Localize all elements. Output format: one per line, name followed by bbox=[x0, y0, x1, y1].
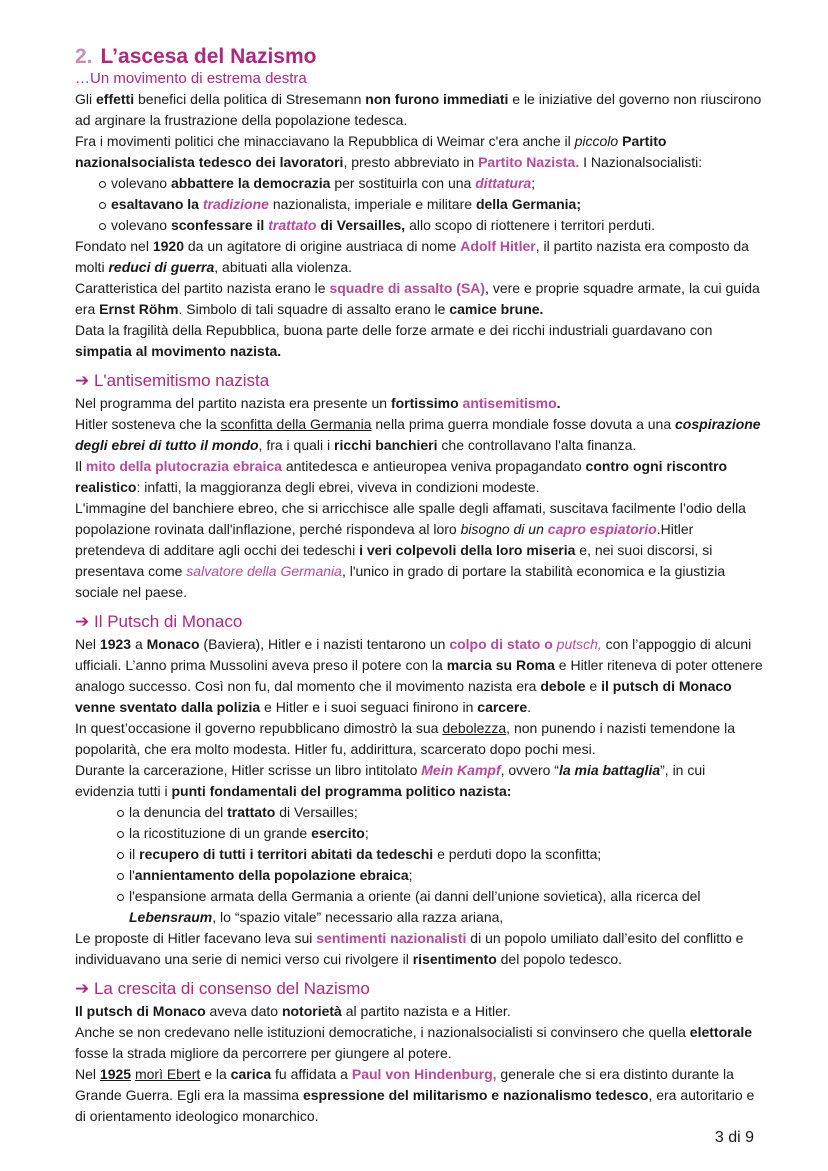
list-item: la ricostituzione di un grande esercito; bbox=[117, 823, 765, 844]
paragraph: Nel 1925 morì Ebert e la carica fu affidata a Paul von Hindenburg, generale che si era distinto durante la Grande Guerra. Egli era la massima espressione del militarismo e nazionalismo tedesco, era autoritario e di orientamento ideologico monarchico. bbox=[75, 1066, 755, 1124]
list-item: volevano abbattere la democrazia per sostituirla con una dittatura; bbox=[99, 173, 765, 194]
paragraph: Fra i movimenti politici che minacciavano la Repubblica di Weimar c'era anche il piccolo Partito nazionalsocialista tedesco dei lavoratori, presto abbreviato in Partito Nazista. I Nazionalsocialisti: bbox=[75, 133, 703, 170]
paragraph: In quest’occasione il governo repubblicano dimostrò la sua debolezza, non punendo i nazisti temendone la popolarità, che era molto modesta. Hitler fu, addirittura, scarcerato dopo pochi mesi. bbox=[75, 720, 736, 757]
section-heading-antisemitismo: ➔ L'antisemitismo nazista bbox=[75, 371, 270, 390]
list-item: esaltavano la tradizione nazionalista, imperiale e militare della Germania; bbox=[99, 194, 765, 215]
list-item: l'espansione armata della Germania a oriente (ai danni dell’unione sovietica), alla ricerca del Lebensraum, lo “spazio vitale” necessario alla razza ariana, bbox=[117, 886, 765, 928]
paragraph: Gli effetti benefici della politica di Stresemann non furono immediati e le iniziative del governo non riuscirono ad arginare la frustrazione della popolazione tedesca. bbox=[75, 91, 762, 128]
chapter-subtitle: …Un movimento di estrema destra bbox=[75, 70, 307, 87]
paragraph: Durante la carcerazione, Hitler scrisse un libro intitolato Mein Kampf, ovvero “la mia battaglia”, in cui evidenzia tutti i punti fondamentali del programma politico nazista: bbox=[75, 762, 706, 799]
section-heading-putsch: ➔ Il Putsch di Monaco bbox=[75, 612, 243, 631]
list-item: volevano sconfessare il trattato di Versailles, allo scopo di riottenere i territori perduti. bbox=[99, 215, 765, 236]
chapter-number: 2. bbox=[75, 45, 93, 68]
chapter-title-text: L’ascesa del Nazismo bbox=[100, 45, 317, 68]
paragraph: Fondato nel 1920 da un agitatore di origine austriaca di nome Adolf Hitler, il partito nazista era composto da molti reduci di guerra, abituati alla violenza. bbox=[75, 238, 749, 275]
paragraph: Nel 1923 a Monaco (Baviera), Hitler e i nazisti tentarono un colpo di stato o putsch, con l’appoggio di alcuni ufficiali. L’anno prima Mussolini aveva preso il potere con la marcia su Roma e Hitler riteneva di poter ottenere analogo successo. Così non fu, dal momento che il movimento nazista era debole e il putsch di Monaco venne sventato dalla polizia e Hitler e i suoi seguaci finirono in carcere. bbox=[75, 636, 763, 715]
paragraph: Il putsch di Monaco aveva dato notorietà al partito nazista e a Hitler. bbox=[75, 1003, 511, 1019]
paragraph: Le proposte di Hitler facevano leva sui sentimenti nazionalisti di un popolo umiliato dall’esito del conflitto e individuavano una serie di nemici verso cui rivolgere il risentimento del popolo tedesco. bbox=[75, 930, 744, 967]
paragraph: Caratteristica del partito nazista erano le squadre di assalto (SA), vere e proprie squadre armate, la cui guida era Ernst Röhm. Simbolo di tali squadre di assalto erano le camice brune. bbox=[75, 280, 760, 317]
bullet-list bbox=[75, 173, 765, 236]
page-number: 3 di 9 bbox=[714, 1129, 754, 1146]
paragraph: L'immagine del banchiere ebreo, che si arricchisce alle spalle degli affamati, suscitava facilmente l’odio della popolazione rovinata dall'inflazione, perché rispondeva al loro bisogno di un capro espiatorio.Hitler pretendeva di additare agli occhi dei tedeschi i veri colpevoli della loro miseria e, nei suoi discorsi, si presentava come salvatore della Germania, l'unico in grado di portare la stabilità economica e la giustizia sociale nel paese. bbox=[75, 500, 746, 600]
list-item: l'annientamento della popolazione ebraica; bbox=[117, 865, 765, 886]
chapter-title bbox=[75, 44, 765, 70]
list-item: la denuncia del trattato di Versailles; bbox=[117, 802, 765, 823]
bullet-list bbox=[75, 802, 765, 928]
paragraph: Nel programma del partito nazista era presente un fortissimo antisemitismo. bbox=[75, 395, 561, 411]
paragraph: Anche se non credevano nelle istituzioni democratiche, i nazionalsocialisti si convinsero che quella elettorale fosse la strada migliore da percorrere per giungere al potere. bbox=[75, 1024, 753, 1061]
document-page bbox=[75, 44, 765, 1127]
section-heading-consenso: ➔ La crescita di consenso del Nazismo bbox=[75, 979, 370, 998]
list-item: il recupero di tutti i territori abitati da tedeschi e perduti dopo la sconfitta; bbox=[117, 844, 765, 865]
paragraph: Il mito della plutocrazia ebraica antitedesca e antieuropea veniva propagandato contro ogni riscontro realistico: infatti, la maggioranza degli ebrei, viveva in condizioni modeste. bbox=[75, 458, 728, 495]
paragraph: Data la fragilità della Repubblica, buona parte delle forze armate e dei ricchi industriali guardavano con simpatia al movimento nazista. bbox=[75, 322, 713, 359]
paragraph: Hitler sosteneva che la sconfitta della Germania nella prima guerra mondiale fosse dovuta a una cospirazione degli ebrei di tutto il mondo, fra i quali i ricchi banchieri che controllavano l'alta finanza. bbox=[75, 416, 761, 453]
